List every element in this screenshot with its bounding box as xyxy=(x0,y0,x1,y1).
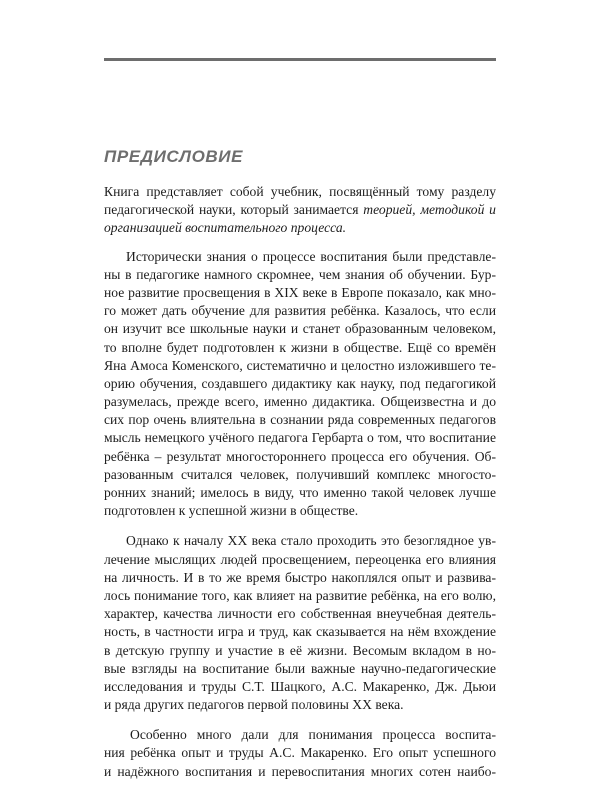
paragraph-history xyxy=(104,248,496,521)
paragraph-intro xyxy=(104,183,496,238)
paragraph-twentieth-century xyxy=(104,532,496,714)
text-line xyxy=(104,201,496,219)
text-line: Яна Амоса Коменского, систематично и целостно изложившего те- xyxy=(104,357,496,373)
text-line: го может дать обучение для развития ребёнка. Казалось, что если xyxy=(104,303,496,319)
text-line: Книга представляет собой учебник, посвящённый тому разделу xyxy=(104,184,496,199)
text-line: Однако к началу XX века стало проходить это безоглядное ув- xyxy=(126,533,496,549)
text-line: то вполне будет подготовлен к жизни в обществе. Ещё со времён xyxy=(104,339,496,355)
text-line: ронних знаний; имелось в виду, что именно такой человек лучше xyxy=(104,485,496,500)
text-line xyxy=(104,219,496,237)
page-title: ПРЕДИСЛОВИЕ xyxy=(104,147,244,166)
text-line: подготовлен к успешной жизни в обществе. xyxy=(104,503,359,519)
text-line: лось понимание того, как влияет на развитие ребёнка, на его волю, xyxy=(104,587,496,603)
emphasis-text: организацией воспитательного процесса. xyxy=(104,220,347,236)
text-line: ность, в частности игра и труд, как сказывается на нём вхождение xyxy=(104,624,496,640)
body-text xyxy=(104,183,496,793)
header-rule xyxy=(104,58,496,61)
text-line: разумелась, прежде всего, именно дидактика. Общеизвестна и до xyxy=(104,394,496,410)
text-line: сих пор очень влиятельна в сознании ряда современных педагогов xyxy=(104,412,496,428)
text-line: орию обучения, создавшего дидактику как науку, под педагогикой xyxy=(104,375,496,391)
text-line: ны в педагогике намного скромнее, чем знания об обучении. Бур- xyxy=(104,266,496,282)
text-line: ребёнка – результат многостороннего процесса его обучения. Об- xyxy=(104,448,496,464)
text-line: мысль немецкого учёного педагога Гербарта о том, что воспитание xyxy=(104,430,496,446)
text-line: ное развитие просвещения в XIX веке в Европе показало, как мно- xyxy=(104,284,496,300)
text-line: исследования и труды С.Т. Шацкого, А.С. Макаренко, Дж. Дьюи xyxy=(104,678,496,694)
text-line: ния ребёнка опыт и труды А.С. Макаренко. Его опыт успешного xyxy=(104,745,496,761)
text-line: и ряда других педагогов первой половины XX века. xyxy=(104,697,404,713)
paragraph-makarenko xyxy=(104,726,496,781)
text-line: на личность. И в то же время быстро накоплялся опыт и развива- xyxy=(104,569,496,585)
text-line: лечение мыслящих людей просвещением, переоценка его влияния xyxy=(104,551,496,567)
text-line: разованным считался человек, получивший комплекс многосто- xyxy=(104,466,496,482)
text-line: характер, качества личности его собственная внеучебная деятель- xyxy=(104,606,496,622)
text-run: педагогической науки, который занимается xyxy=(104,202,364,218)
text-line: Исторически знания о процессе воспитания были представле- xyxy=(126,248,496,264)
text-line: в детскую группу и участие в её жизни. Весомым вкладом в но- xyxy=(104,642,496,658)
text-line: вые взгляды на воспитание были важные научно-педагогические xyxy=(104,660,496,676)
text-line: он изучит все школьные науки и станет образованным человеком, xyxy=(104,321,496,337)
emphasis-text: теорией, методикой и xyxy=(363,202,496,218)
text-line: и надёжного воспитания и перевоспитания многих сотен наибо- xyxy=(104,763,496,779)
text-line: Особенно много дали для понимания процесса воспита- xyxy=(130,727,496,743)
